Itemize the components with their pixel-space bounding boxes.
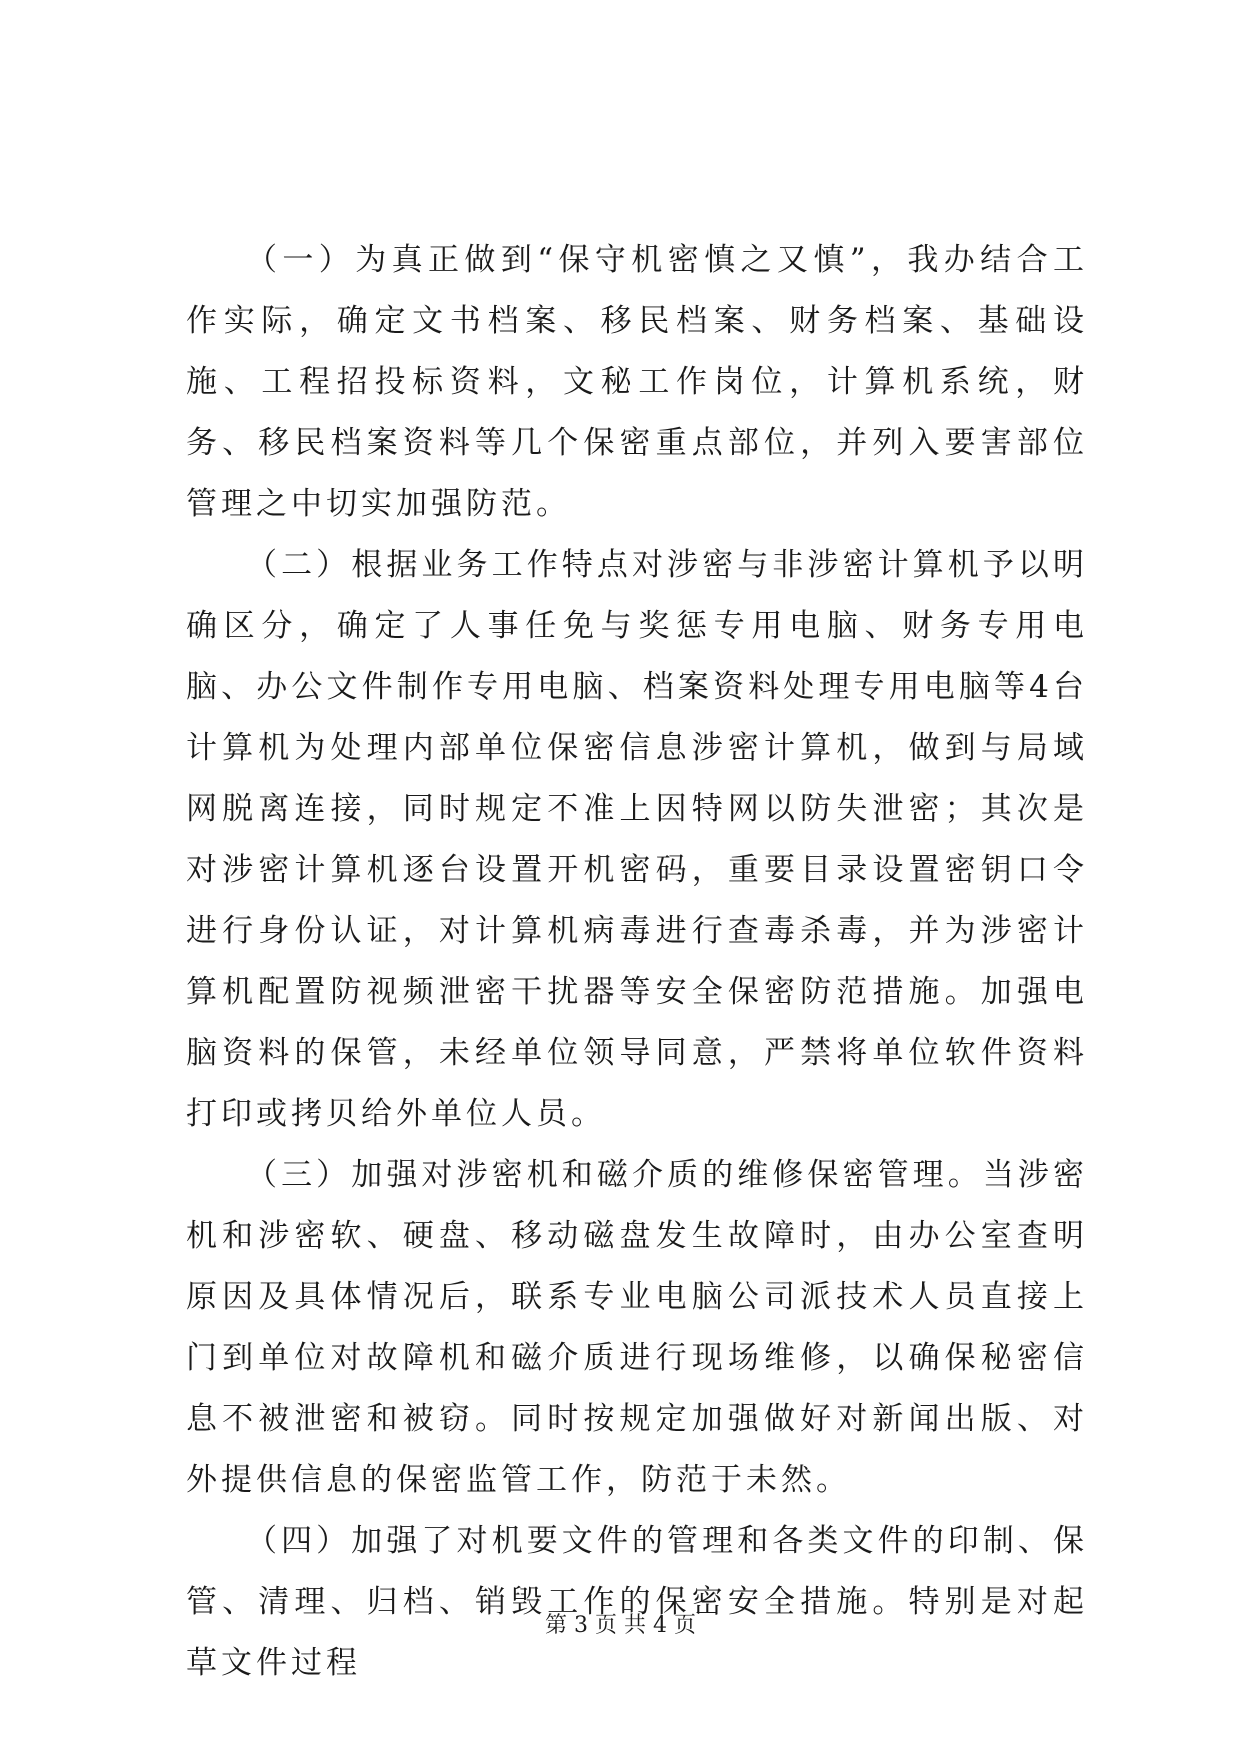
page-footer: 第 3 页 共 4 页 <box>545 1613 696 1638</box>
paragraph-3: （三）加强对涉密机和磁介质的维修保密管理。当涉密机和涉密软、硬盘、移动磁盘发生故障时，由办公室查明原因及具体情况后，联系专业电脑公司派技术人员直接上门到单位对故障机和磁介质进行现场维修，以确保秘密信息不被泄密和被窃。同时按规定加强做好对新闻出版、对外提供信息的保密监管工作，防范于未然。 <box>186 1157 1088 1498</box>
paragraph-1: （一）为真正做到“保守机密慎之又慎”，我办结合工作实际，确定文书档案、移民档案、财务档案、基础设施、工程招投标资料，文秘工作岗位，计算机系统，财务、移民档案资料等几个保密重点部位，并列入要害部位管理之中切实加强防范。 <box>186 242 1088 522</box>
document-body <box>186 230 1088 1694</box>
paragraph-4: （四）加强了对机要文件的管理和各类文件的印制、保管、清理、归档、销毁工作的保密安全措施。特别是对起草文件过程 <box>186 1523 1088 1681</box>
paragraph-2: （二）根据业务工作特点对涉密与非涉密计算机予以明确区分，确定了人事任免与奖惩专用电脑、财务专用电脑、办公文件制作专用电脑、档案资料处理专用电脑等4台计算机为处理内部单位保密信息涉密计算机，做到与局域网脱离连接，同时规定不准上因特网以防失泄密；其次是对涉密计算机逐台设置开机密码，重要目录设置密钥口令进行身份认证，对计算机病毒进行查毒杀毒，并为涉密计算机配置防视频泄密干扰器等安全保密防范措施。加强电脑资料的保管，未经单位领导同意，严禁将单位软件资料打印或拷贝给外单位人员。 <box>186 547 1088 1132</box>
